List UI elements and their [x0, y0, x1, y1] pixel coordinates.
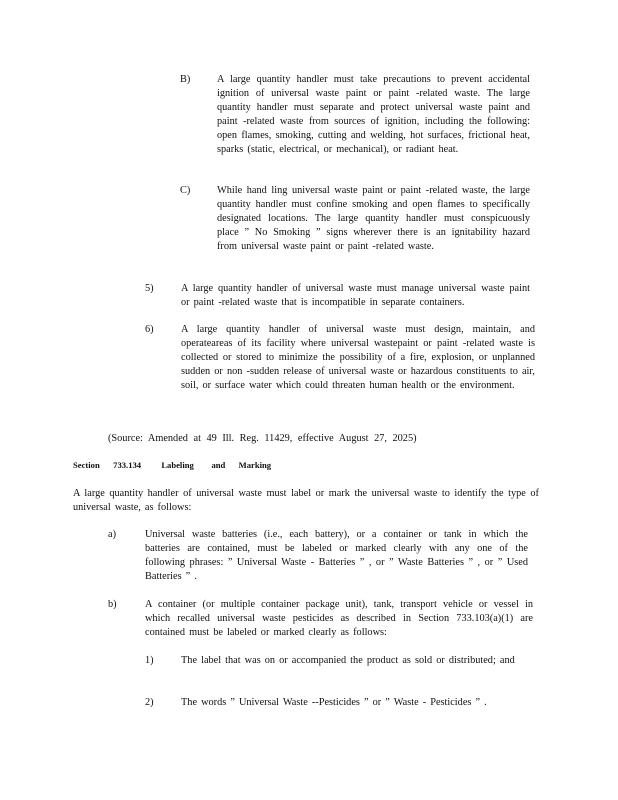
paragraph-text: A large quantity handler of universal waste must manage universal waste paint or paint -related waste that is incompatible in separate containers. — [181, 283, 530, 308]
section-title-word-1: Labeling — [161, 460, 194, 470]
paragraph-item-6 — [145, 323, 535, 393]
paragraph-b-upper — [180, 73, 530, 156]
list-label: b) — [108, 599, 117, 610]
paragraph-text: A large quantity handler must take precautions to prevent accidental ignition of universal waste paint or paint -related waste. The large quantity handler must separate and protect universal waste paint and paint -related waste from sources of ignition, including the following: open flames, smoking, cutting and welding, hot surfaces, frictional heat, sparks (static, electrical, or mechanical), or radiant heat. — [217, 74, 530, 155]
paragraph-text: A container (or multiple container package unit), tank, transport vehicle or vessel in which recalled universal waste pesticides as described in Section 733.103(a)(1) are contained must be labeled or marked clearly as follows: — [145, 599, 533, 638]
subsection-b-2 — [145, 696, 525, 710]
paragraph-text: The label that was on or accompanied the product as sold or distributed; and — [181, 655, 515, 666]
section-title-word-3: Marking — [238, 460, 272, 470]
list-label: 6) — [145, 324, 154, 335]
subsection-b-1 — [145, 654, 525, 668]
paragraph-item-5 — [145, 282, 530, 310]
paragraph-text: A large quantity handler of universal waste must design, maintain, and operateareas of its facility where universal wastepaint or paint -related waste is collected or stored to minimize the possibility of a fire, explosion, or unplanned sudden or non -sudden release of universal waste or hazardous constituents to air, soil, or surface water which could threaten human health or the environment. — [181, 324, 535, 391]
section-number: 733.134 — [113, 460, 142, 470]
paragraph-text: The words ” Universal Waste --Pesticides ” or ” Waste - Pesticides ” . — [181, 697, 487, 708]
section-title-word-2: and — [211, 460, 226, 470]
list-label: B) — [180, 74, 191, 85]
list-label: 5) — [145, 283, 154, 294]
paragraph-text: Universal waste batteries (i.e., each battery), or a container or tank in which the batteries are contained, must be labeled or marked clearly with any one of the following phrases: ” Universal Waste - Batteries ” , or ” Waste Batteries ” , or ” Used Batteries ” . — [145, 529, 528, 582]
list-label: 1) — [145, 655, 154, 666]
list-label: C) — [180, 185, 191, 196]
subsection-a — [108, 528, 528, 584]
list-label: 2) — [145, 697, 154, 708]
paragraph-text: While hand ling universal waste paint or paint -related waste, the large quantity handler must confine smoking and open flames to specifically designated locations. The large quantity handler must conspicuously place ” No Smoking ” signs wherever there is an ignitability hazard from universal waste paint or paint -related waste. — [217, 185, 530, 252]
paragraph-c-upper — [180, 184, 530, 254]
section-word: Section — [73, 460, 100, 470]
section-heading — [73, 459, 271, 473]
list-label: a) — [108, 529, 116, 540]
section-intro: A large quantity handler of universal waste must label or mark the universal waste to identify the type of universal waste, as follows: — [73, 488, 539, 513]
subsection-b — [108, 598, 533, 640]
source-note: (Source: Amended at 49 Ill. Reg. 11429, effective August 27, 2025) — [108, 433, 417, 444]
